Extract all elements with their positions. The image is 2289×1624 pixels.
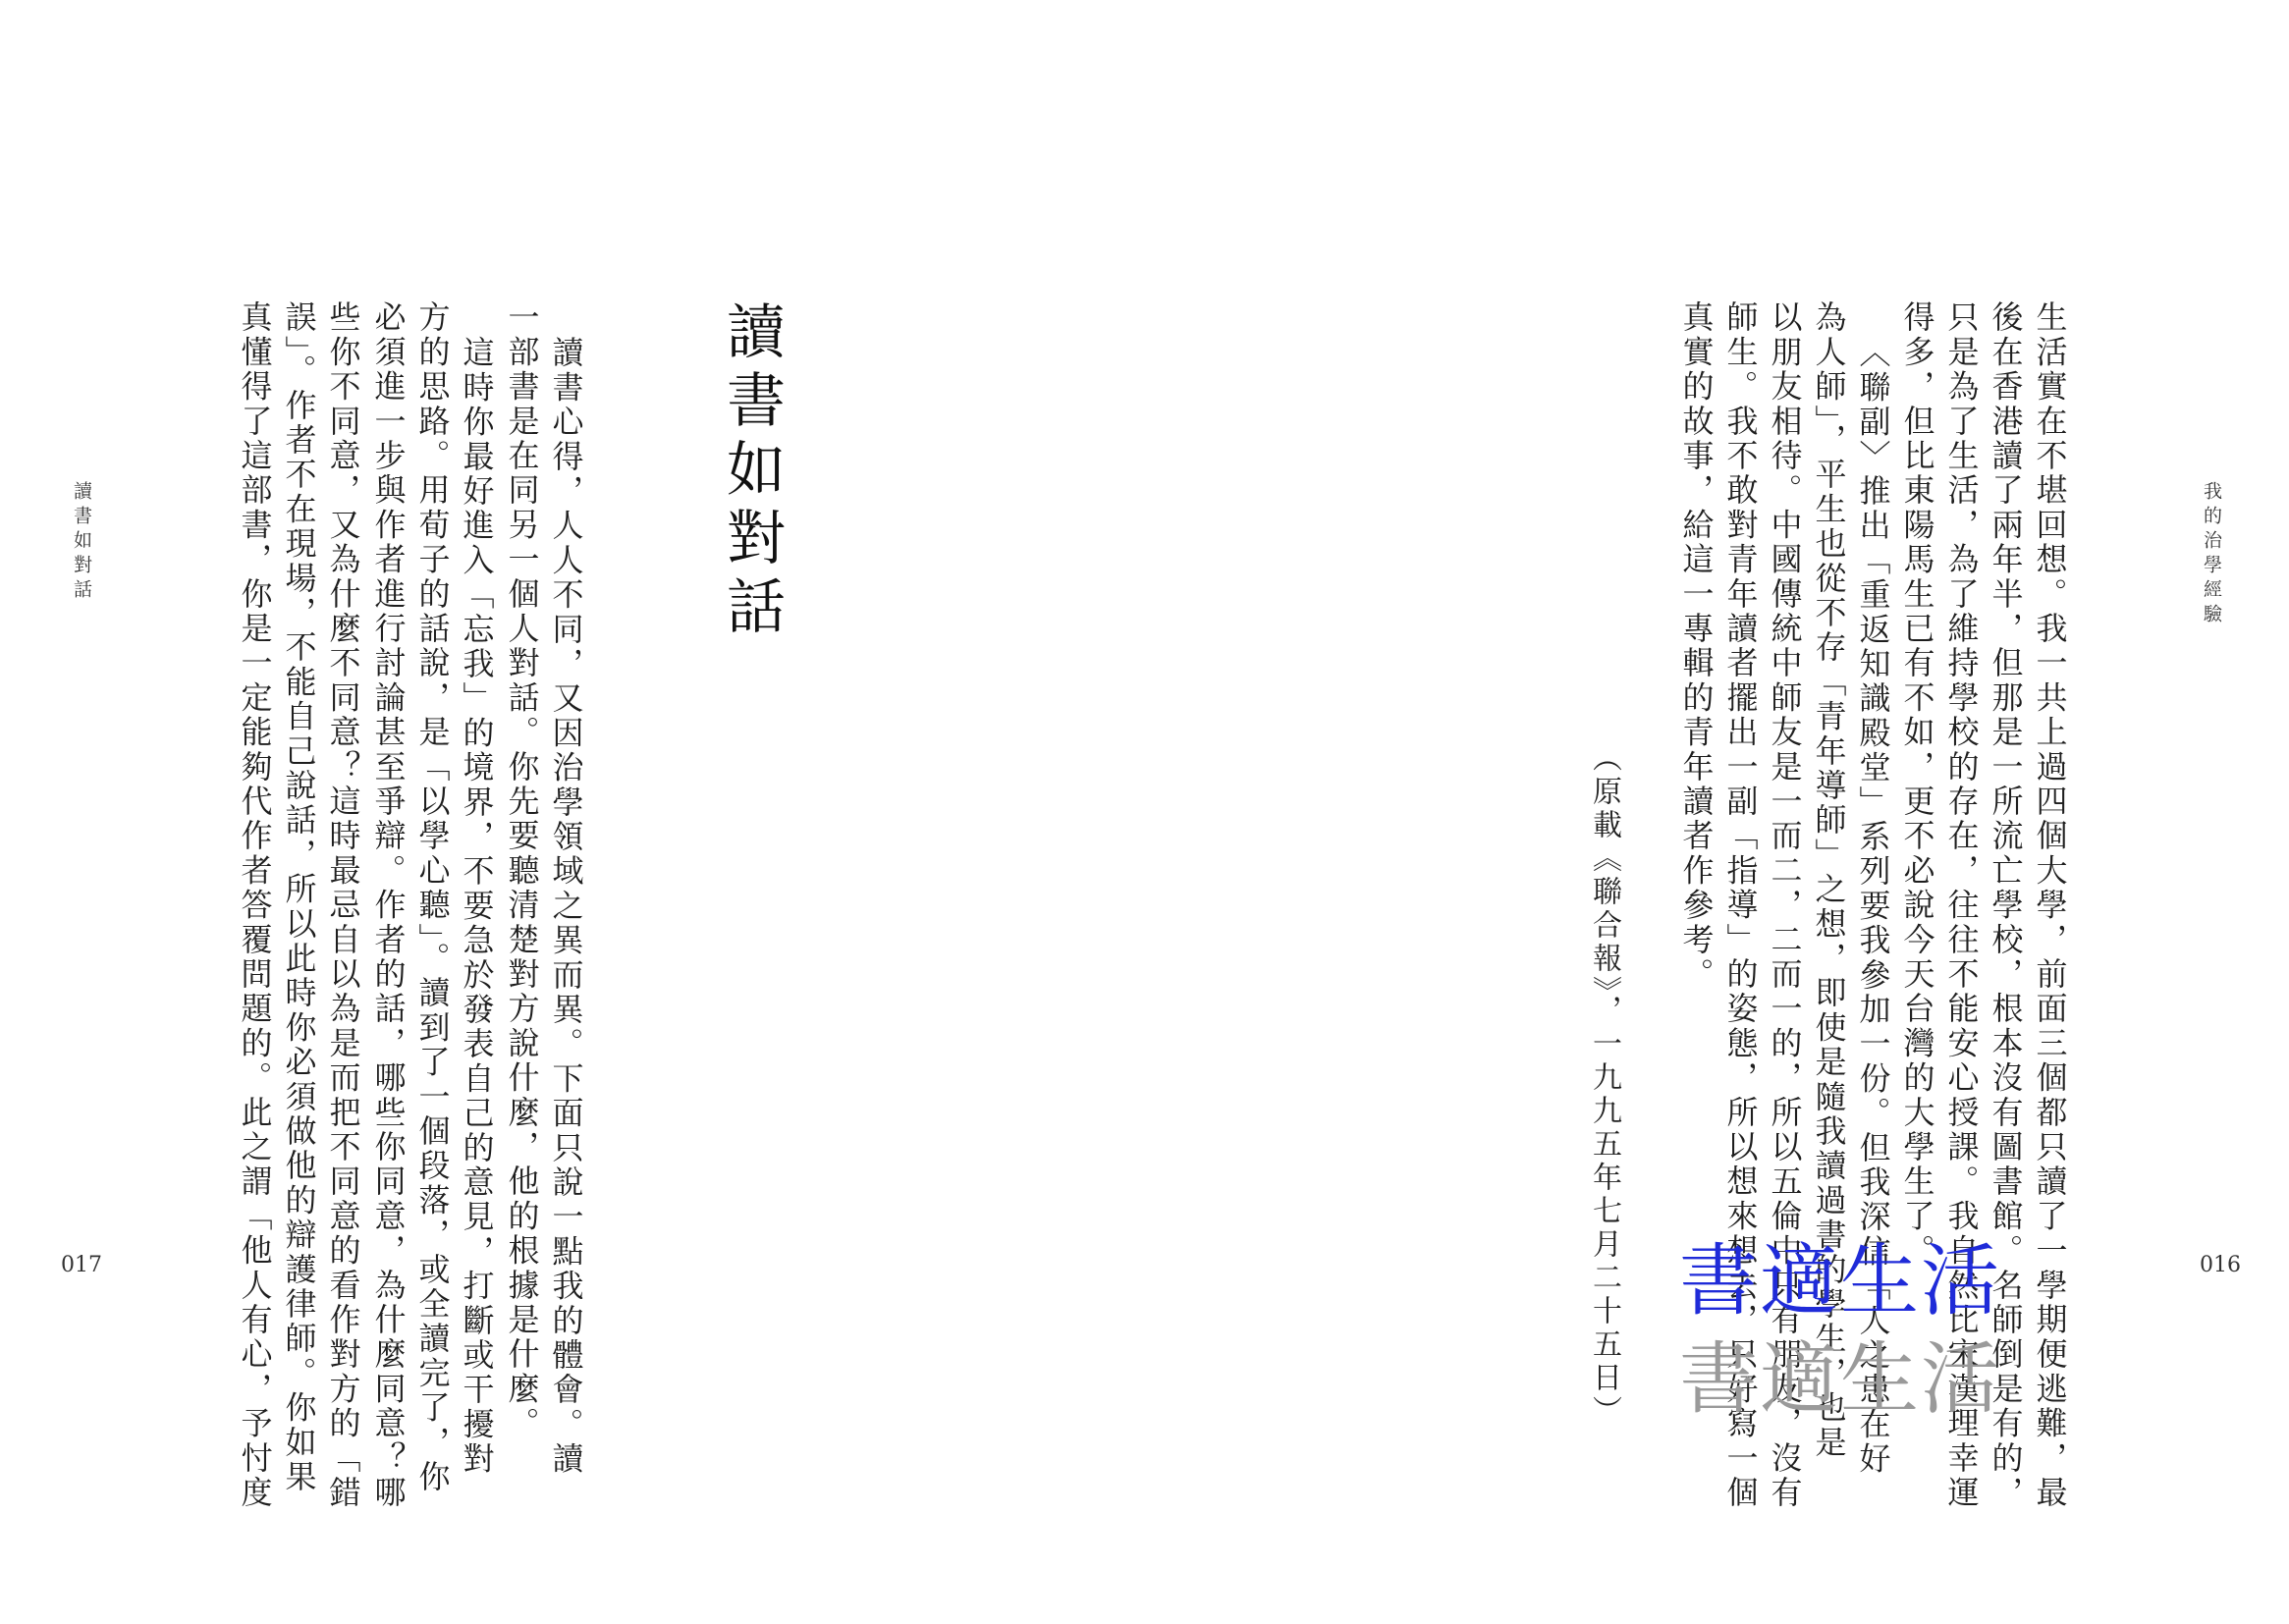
paragraph-line-9: 真實的故事，給這一專輯的青年讀者作參考。 — [1677, 300, 1716, 992]
paragraph-line-3: 只是為了生活，為了維持學校的存在，往往不能安心授課。我自然比宋漢理幸運 — [1942, 300, 1981, 1510]
essay-title: 讀書如對話 — [717, 300, 786, 644]
paragraph-line-6: 為人師」，平生也從不存「青年導師」之想，即使是隨我讀過書的學生，也是 — [1810, 300, 1848, 1460]
paragraph-line-5: 〈聯副〉推出「重返知識殿堂」系列要我參加一份。但我深信「人之患在好 — [1854, 336, 1892, 1477]
page-number: 017 — [61, 1253, 102, 1277]
paragraph-line-2: 後在香港讀了兩年半，但那是一所流亡學校，根本沒有圖書館。名師倒是有的， — [1987, 300, 2025, 1510]
running-head: 我的治學經驗 — [2201, 481, 2222, 628]
paragraph-line-6: 些你不同意，又為什麼不同意？這時最忌自以為是而把不同意的看作對方的「錯 — [324, 300, 362, 1510]
paragraph-line-4: 得多，但比東陽馬生已有不如，更不必說今天台灣的大學生了。 — [1898, 300, 1936, 1269]
paragraph-line-4: 方的思路。用荀子的話說，是「以學心聽」。讀到了一個段落，或全讀完了，你 — [413, 300, 452, 1494]
paragraph-line-1: 生活實在不堪回想。我一共上過四個大學，前面三個都只讀了一學期便逃難，最 — [2031, 300, 2069, 1510]
paragraph-line-3: 這時你最好進入「忘我」的境界，不要急於發表自己的意見，打斷或干擾對 — [458, 336, 496, 1477]
paragraph-line-5: 必須進一步與作者進行討論甚至爭辯。作者的話，哪些你同意，為什麼同意？哪 — [369, 300, 408, 1510]
source-note: （原載《聯合報》，一九九五年七月二十五日） — [1587, 742, 1621, 1429]
watermark-grey: 書適生活 — [1679, 1333, 2001, 1425]
left-page — [0, 0, 1144, 1624]
paragraph-line-7: 以朋友相待。中國傳統中師友是一而二，二而一的，所以五倫中只有朋友，沒有 — [1766, 300, 1804, 1510]
paragraph-line-7: 誤」。作者不在現場，不能自己說話，所以此時你必須做他的辯護律師。你如果 — [280, 300, 318, 1494]
paragraph-line-8: 真懂得了這部書，你是一定能夠代作者答覆問題的。此之謂「他人有心，予忖度 — [236, 300, 274, 1510]
watermark-blue: 書適生活 — [1679, 1235, 2001, 1326]
paragraph-line-2: 一部書是在同另一個人對話。你先要聽清楚對方說什麼，他的根據是什麼。 — [503, 300, 541, 1441]
page-number: 016 — [2200, 1253, 2241, 1277]
running-head: 讀書如對話 — [71, 481, 92, 604]
paragraph-line-8: 師生。我不敢對青年讀者擺出一副「指導」的姿態，所以想來想去，只好寫一個 — [1721, 300, 1760, 1510]
paragraph-line-1: 讀書心得，人人不同，又因治學領域之異而異。下面只說一點我的體會。讀 — [547, 336, 585, 1477]
